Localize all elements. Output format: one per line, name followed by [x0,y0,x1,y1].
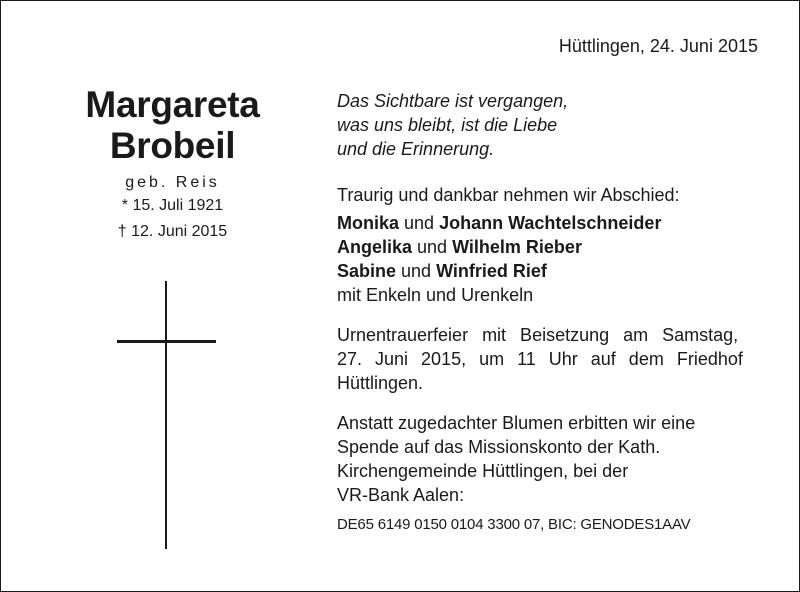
ceremony-line: 27. Juni 2015, um 11 Uhr auf dem Friedhof [337,349,743,369]
mourner-second: Wilhelm Rieber [452,237,582,257]
mourner-first: Angelika [337,237,413,257]
ceremony-line: Urnentrauerfeier mit Beisetzung am Samstag, [337,325,739,345]
farewell-line: Traurig und dankbar nehmen wir Abschied: [337,185,680,205]
mourner-second: Johann Wachtelschneider [439,213,662,233]
cross-horizontal-bar [117,340,216,343]
ceremony-info [337,323,762,395]
last-name: Brobeil [109,125,236,166]
mourner-first: Sabine [337,261,397,281]
quote-line: Das Sichtbare ist vergangen, [337,91,569,111]
mourner-row: Monika und Johann Wachtelschneider [337,213,662,233]
quote-line: und die Erinnerung. [337,139,495,159]
mourner-row: Angelika und Wilhelm Rieber [337,237,582,257]
quote-line: was uns bleibt, ist die Liebe [337,115,558,135]
donation-info [337,411,762,507]
mourners-extra: mit Enkeln und Urenkeln [337,285,534,305]
first-name: Margareta [85,84,260,125]
mourner-first: Monika [337,213,400,233]
bank-details: DE65 6149 0150 0104 3300 07, BIC: GENODES1AAV [337,516,691,533]
donation-line: Spende auf das Missionskonto der Kath. [337,437,661,457]
donation-line: Anstatt zugedachter Blumen erbitten wir eine [337,413,696,433]
birth-date: * 15. Juli 1921 [121,197,224,214]
cross-vertical-bar [165,281,167,549]
donation-line: VR-Bank Aalen: [337,485,465,505]
ceremony-line: Hüttlingen. [337,373,424,393]
quote [337,89,762,161]
death-date: † 12. Juni 2015 [117,223,228,240]
deceased-block [60,84,285,244]
donation-line: Kirchengemeinde Hüttlingen, bei der [337,461,629,481]
mourners-list [337,211,762,307]
maiden-name: geb. Reis [125,174,220,191]
place-date: Hüttlingen, 24. Juni 2015 [558,36,758,56]
mourner-second: Winfried Rief [436,261,547,281]
notice-text [337,89,762,537]
mourner-row: Sabine und Winfried Rief [337,261,547,281]
